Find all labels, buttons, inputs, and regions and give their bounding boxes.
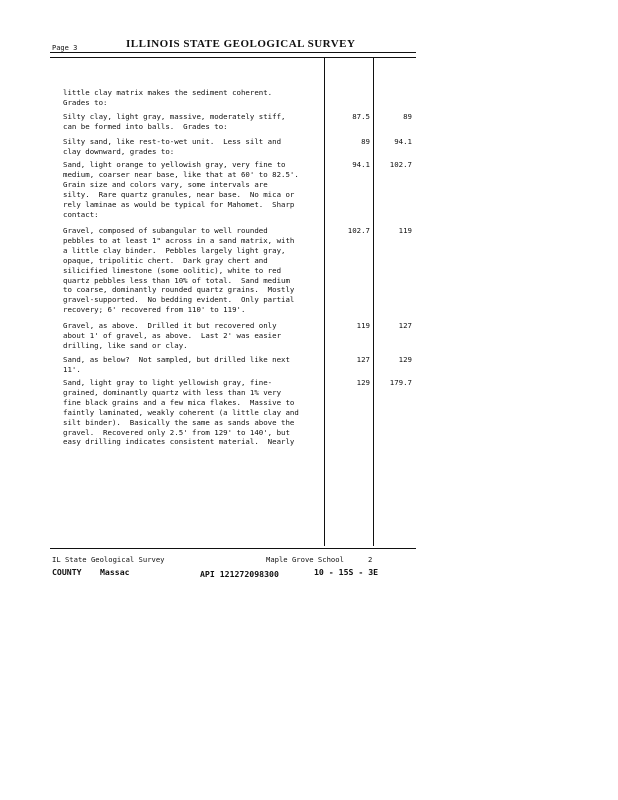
log-entry-depth-to: 127: [398, 321, 412, 330]
log-entry-depth-to: 94.1: [394, 137, 412, 146]
log-entry-depth-from: 119: [356, 321, 370, 330]
log-entry-depth-to: 129: [398, 355, 412, 364]
log-entry-description: Sand, as below? Not sampled, but drilled like next 11'.: [63, 355, 290, 374]
log-entry-depth-from: 94.1: [352, 160, 370, 169]
footer-rule: [50, 548, 416, 549]
page-number: Page 3: [52, 44, 78, 52]
footer-well-number: 2: [368, 555, 373, 564]
document-title: ILLINOIS STATE GEOLOGICAL SURVEY: [126, 38, 356, 50]
footer-county: Massac: [100, 567, 130, 577]
header-rule: [50, 52, 416, 53]
log-entry-depth-to: 119: [398, 226, 412, 235]
log-entry-depth-from: 129: [356, 378, 370, 387]
column-divider-from: [324, 58, 325, 546]
footer-well-name: Maple Grove School: [266, 555, 344, 564]
log-entry-description: Sand, light orange to yellowish gray, very fine to medium, coarser near base, like that at 60' to 82.5'. Grain size and colors vary, some intervals are silty. Rare quartz granules, near base. No mica or rely laminae as would be typical for Mahomet. Sharp contact:: [63, 160, 299, 219]
log-entry-description: Sand, light gray to light yellowish gray, fine- grained, dominantly quartz with less than 1% very fine black grains and a few mica flakes. Massive to faintly laminated, weakly coherent (a little clay and silt binder). Basically the same as sands above the gravel. Recovered only 2.5' from 129' to 140', but easy drilling indicates consistent material. Nearly: [63, 378, 299, 447]
footer-county-label: COUNTY: [52, 567, 82, 577]
log-entry-description: Gravel, as above. Drilled it but recovered only about 1' of gravel, as above. Last 2' was easier drilling, like sand or clay.: [63, 321, 282, 350]
footer-api-number: API 121272098300: [200, 569, 279, 579]
footer-location: 10 - 15S - 3E: [314, 567, 379, 577]
header-rule-secondary: [50, 57, 416, 58]
column-divider-to: [373, 58, 374, 546]
log-entry-depth-to: 89: [403, 112, 412, 121]
log-entry-description: little clay matrix makes the sediment coherent. Grades to:: [63, 88, 273, 107]
log-entry-depth-from: 89: [361, 137, 370, 146]
log-entry-description: Gravel, composed of subangular to well rounded pebbles to at least 1" across in a sand matrix, with a little clay binder. Pebbles largely light gray, opaque, tripolitic chert. Dark gray chert and silicified limestone (some oolitic), white to red quartz pebbles less than 10% of total. Sand medium to coarse, dominantly rounded quartz grains. Mostly gravel-supported. No bedding evident. Only partial recovery; 6' recovered from 110' to 119'.: [63, 226, 295, 315]
log-entry-description: Silty sand, like rest-to-wet unit. Less silt and clay downward, grades to:: [63, 137, 282, 156]
log-entry-depth-to: 179.7: [389, 378, 412, 387]
log-entry-description: Silty clay, light gray, massive, moderately stiff, can be formed into balls. Grades to:: [63, 112, 286, 131]
log-entry-depth-from: 102.7: [347, 226, 370, 235]
log-entry-depth-to: 102.7: [389, 160, 412, 169]
log-entry-depth-from: 87.5: [352, 112, 370, 121]
footer-survey-name: IL State Geological Survey: [52, 555, 165, 564]
log-entry-depth-from: 127: [356, 355, 370, 364]
